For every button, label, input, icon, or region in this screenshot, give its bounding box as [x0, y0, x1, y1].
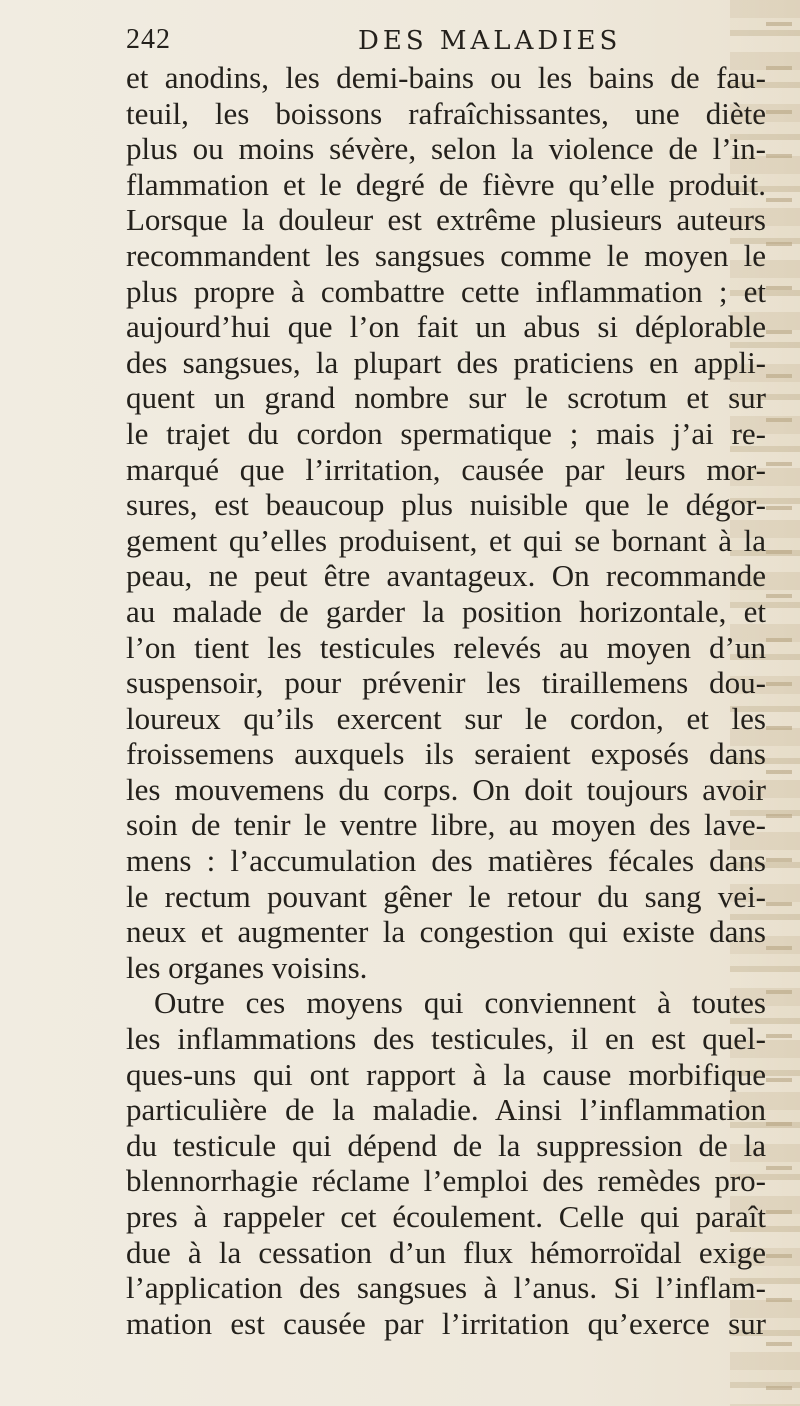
- paragraph-end-line: les organes voisins.: [126, 949, 368, 985]
- page-header: [126, 16, 766, 60]
- text-line: du testicule qui dépend de la suppression de la: [126, 1127, 766, 1163]
- text-line: particulière de la maladie. Ainsi l’inflammation: [126, 1092, 766, 1128]
- text-line: l’application des sangsues à l’anus. Si l’inflam-: [126, 1270, 766, 1306]
- text-line: le rectum pouvant gêner le retour du sang vei-: [126, 878, 766, 914]
- text-line: Lorsque la douleur est extrême plusieurs auteurs: [126, 202, 766, 238]
- text-line: peau, ne peut être avantageux. On recommande: [126, 558, 766, 594]
- page-number: 242: [126, 24, 171, 55]
- text-line: les inflammations des testicules, il en est quel-: [126, 1021, 766, 1057]
- text-line: blennorrhagie réclame l’emploi des remèdes pro-: [126, 1163, 766, 1199]
- text-line: recommandent les sangsues comme le moyen le: [126, 237, 766, 273]
- text-line: ques-uns qui ont rapport à la cause morbifique: [126, 1056, 766, 1092]
- text-line: mation est causée par l’irritation qu’exerce sur: [126, 1305, 766, 1341]
- body-text: [126, 60, 766, 1341]
- text-line: soin de tenir le ventre libre, au moyen des lave-: [126, 807, 766, 843]
- text-line: le trajet du cordon spermatique ; mais j’ai re-: [126, 415, 766, 451]
- text-line: froissemens auxquels ils seraient exposés dans: [126, 736, 766, 772]
- text-line: plus ou moins sévère, selon la violence de l’in-: [126, 131, 766, 167]
- text-line: teuil, les boissons rafraîchissantes, une diète: [126, 95, 766, 131]
- text-line: mens : l’accumulation des matières fécales dans: [126, 843, 766, 879]
- running-title: DES MALADIES: [358, 26, 622, 56]
- text-line: loureux qu’ils exercent sur le cordon, et les: [126, 700, 766, 736]
- text-line: sures, est beaucoup plus nuisible que le dégor-: [126, 487, 766, 523]
- text-line: et anodins, les demi-bains ou les bains de fau-: [126, 60, 766, 95]
- text-line: suspensoir, pour prévenir les tiraillemens dou-: [126, 665, 766, 701]
- text-line: gement qu’elles produisent, et qui se bornant à la: [126, 522, 766, 558]
- text-line: neux et augmenter la congestion qui existe dans: [126, 914, 766, 950]
- page-edge-texture: [766, 0, 792, 1406]
- text-line: aujourd’hui que l’on fait un abus si déplorable: [126, 309, 766, 345]
- text-line: due à la cessation d’un flux hémorroïdal exige: [126, 1234, 766, 1270]
- text-line: flammation et le degré de fièvre qu’elle produit.: [126, 166, 766, 202]
- text-line: au malade de garder la position horizontale, et: [126, 593, 766, 629]
- text-line: quent un grand nombre sur le scrotum et sur: [126, 380, 766, 416]
- text-line: marqué que l’irritation, causée par leurs mor-: [126, 451, 766, 487]
- text-line: les mouvemens du corps. On doit toujours avoir: [126, 771, 766, 807]
- paragraph-start-line: Outre ces moyens qui conviennent à toutes: [154, 985, 766, 1021]
- text-line: l’on tient les testicules relevés au moyen d’un: [126, 629, 766, 665]
- text-line: pres à rappeler cet écoulement. Celle qui paraît: [126, 1199, 766, 1234]
- text-line: des sangsues, la plupart des praticiens en appli-: [126, 344, 766, 380]
- text-line: plus propre à combattre cette inflammation ; et: [126, 273, 766, 309]
